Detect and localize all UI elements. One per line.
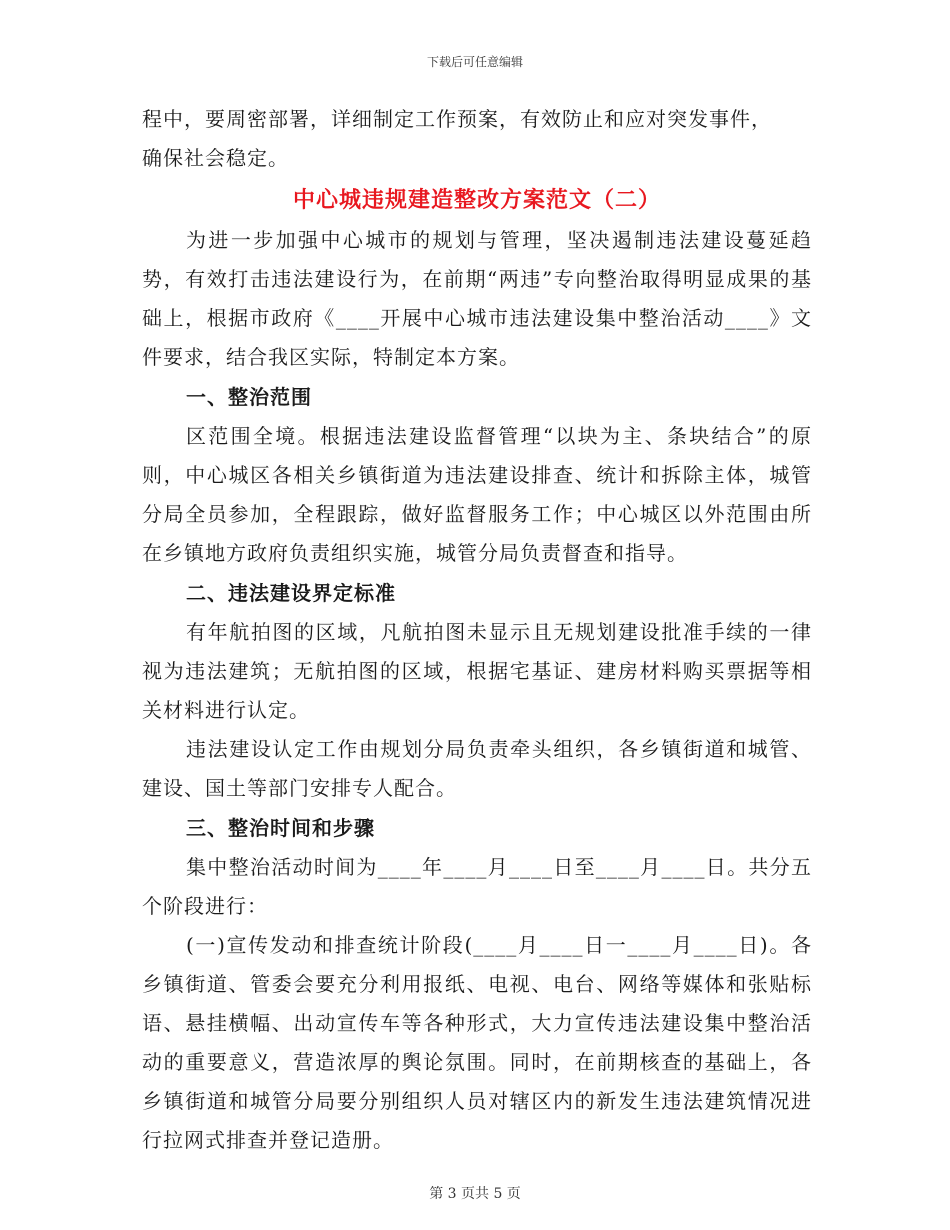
intro-line-1: 程中，要周密部署，详细制定工作预案，有效防止和应对突发事件， [142, 107, 772, 131]
section-heading-standard: 二、违法建设界定标准 [186, 581, 396, 605]
paragraph-intro: 为进一步加强中心城市的规划与管理，坚决遏制违法建设蔓延趋势，有效打击违法建设行为，在前期“两违”专向整治取得明显成果的基础上，根据市政府《____开展中心城市违法建设集中整治活动____》文件要求，结合我区实际，特制定本方案。 [142, 228, 812, 369]
section-heading-steps: 三、整治时间和步骤 [186, 816, 375, 840]
page-footer: 第 3 页共 5 页 [429, 1186, 521, 1202]
paragraph-standard-2: 违法建设认定工作由规划分局负责牵头组织，各乡镇街道和城管、建设、国土等部门安排专人配合。 [142, 737, 812, 800]
paragraph-scope: 区范围全境。根据违法建设监督管理“以块为主、条块结合”的原则，中心城区各相关乡镇街道为违法建设排查、统计和拆除主体，城管分局全员参加，全程跟踪，做好监督服务工作；中心城区以外范围由所在乡镇地方政府负责组织实施，城管分局负责督查和指导。 [142, 424, 812, 565]
paragraph-standard-1: 有年航拍图的区域，凡航拍图未显示且无规划建设批准手续的一律视为违法建筑；无航拍图的区域，根据宅基证、建房材料购买票据等相关材料进行认定。 [142, 620, 812, 722]
document-body [142, 100, 812, 1160]
intro-line-2: 确保社会稳定。 [142, 146, 289, 170]
paragraph-steps-1: 集中整治活动时间为____年____月____日至____月____日。共分五个阶段进行： [142, 855, 812, 918]
document-title: 中心城违规建造整改方案范文（二） [292, 187, 661, 213]
page-header: 下载后可任意编辑 [426, 55, 523, 69]
paragraph-steps-2: (一)宣传发动和排查统计阶段(____月____日一____月____日)。各乡镇街道、管委会要充分利用报纸、电视、电台、网络等媒体和张贴标语、悬挂横幅、出动宣传车等各种形式，大力宣传违法建设集中整治活动的重要意义，营造浓厚的舆论氛围。同时，在前期核查的基础上，各乡镇街道和城管分局要分别组织人员对辖区内的新发生违法建筑情况进行拉网式排查并登记造册。 [142, 933, 812, 1152]
section-heading-scope: 一、整治范围 [186, 385, 312, 409]
